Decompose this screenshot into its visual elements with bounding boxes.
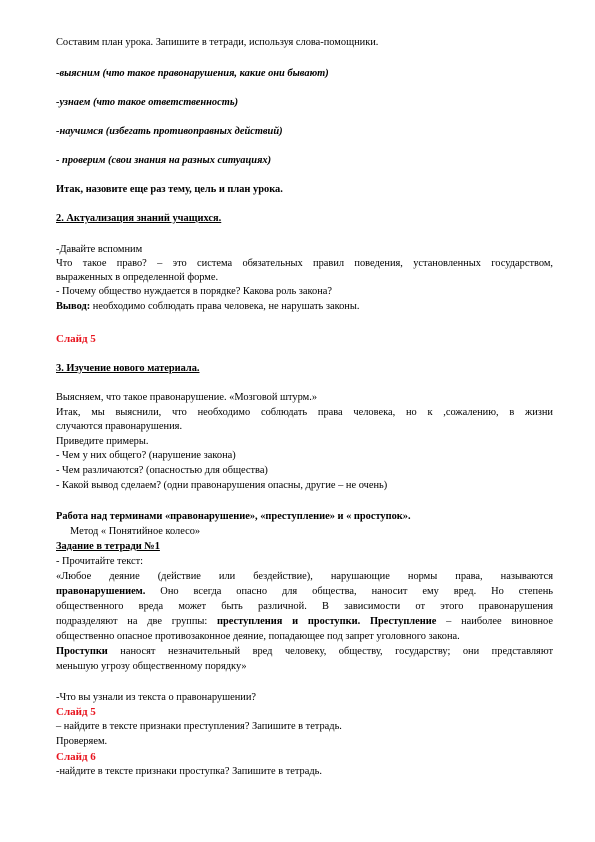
text-p1-line-2-rest: Оно всегда опасно для общества, наносит ему вред. Но степень (145, 586, 553, 597)
term-misdemeanors: Проступки (56, 646, 108, 657)
section-3-line-5: - Чем у них общего? (нарушение закона) (56, 450, 236, 461)
after-task-1: – найдите в тексте признаки преступления? Запишите в тетрадь. (56, 721, 342, 732)
section-3-line-4: Приведите примеры. (56, 436, 149, 447)
text-p1-line-2 (56, 585, 553, 599)
text-p2-line-1-rest: наносят незначительный вред человеку, обществу, государству; они представляют (107, 646, 553, 657)
section-3-line-7: - Какой вывод сделаем? (одни правонарушения опасны, другие – не очень) (56, 480, 388, 491)
after-question: -Что вы узнали из текста о правонарушении? (56, 692, 257, 703)
text-p1-line-1: «Любое деяние (действие или бездействие), нарушающие нормы права, называются (56, 571, 553, 582)
plan-item-3: -научимся (избегать противоправных действий) (56, 126, 283, 137)
terms-task: Задание в тетради №1 (56, 541, 160, 552)
plan-item-4: - проверим (свои знания на разных ситуациях) (56, 155, 272, 166)
text-p1-line-4-a: подразделяют на две группы: (56, 616, 208, 627)
after-task-2: -найдите в тексте признаки проступка? Запишите в тетрадь. (56, 766, 322, 777)
text-p1-line-3: общественного вреда может быть различной. В зависимости от этого правонарушения (56, 601, 553, 612)
text-p1-line-5: общественно опасное противозаконное деяние, попадающее под запрет уголовного закона. (56, 631, 460, 642)
term-crimes: преступления и проступки. Преступление (207, 616, 437, 627)
plan-item-1: -выясним (что такое правонарушения, какие они бывают) (56, 68, 329, 79)
section-2-heading: 2. Актуализация знаний учащихся. (56, 213, 222, 224)
text-p1-line-4-c: – наиболее виновное (436, 616, 553, 627)
section-3-line-6: - Чем различаются? (опасностью для общества) (56, 465, 268, 476)
section-3-line-1: Выясняем, что такое правонарушение. «Мозговой штурм.» (56, 392, 318, 403)
term-offense: правонарушением. (56, 586, 146, 597)
plan-intro: Составим план урока. Запишите в тетради, используя слова-помощники. (56, 37, 379, 48)
plan-item-2: -узнаем (что такое ответственность) (56, 97, 239, 108)
section-3-heading: 3. Изучение нового материала. (56, 363, 200, 374)
slide-5-label-2: Слайд 5 (56, 706, 96, 718)
section-2-definition-line-1: Что такое право? – это система обязательных правил поведения, установленных государством, (56, 258, 553, 269)
section-2-conclusion (56, 300, 359, 314)
conclusion-text: необходимо соблюдать права человека, не нарушать законы. (90, 301, 360, 312)
text-p2-line-1 (56, 645, 553, 659)
text-p2-line-2: меньшую угрозу общественному порядку» (56, 661, 247, 672)
terms-heading: Работа над терминами «правонарушение», «преступление» и « проступок». (56, 511, 411, 522)
section-2-question: - Почему общество нуждается в порядке? Какова роль закона? (56, 286, 333, 297)
slide-5-label: Слайд 5 (56, 333, 96, 345)
section-3-line-2: Итак, мы выяснили, что необходимо соблюдать права человека, но к ,сожалению, в жизни (56, 407, 553, 418)
terms-read: - Прочитайте текст: (56, 556, 144, 567)
after-check: Проверяем. (56, 736, 108, 747)
plan-closing: Итак, назовите еще раз тему, цель и план урока. (56, 184, 283, 195)
section-2-definition-line-2: выраженных в определенной форме. (56, 272, 219, 283)
section-3-line-3: случаются правонарушения. (56, 421, 183, 432)
terms-method: Метод « Понятийное колесо» (70, 526, 201, 537)
conclusion-label: Вывод: (56, 301, 91, 312)
slide-6-label: Слайд 6 (56, 751, 96, 763)
section-2-lead: -Давайте вспомним (56, 244, 143, 255)
text-p1-line-4 (56, 615, 553, 629)
